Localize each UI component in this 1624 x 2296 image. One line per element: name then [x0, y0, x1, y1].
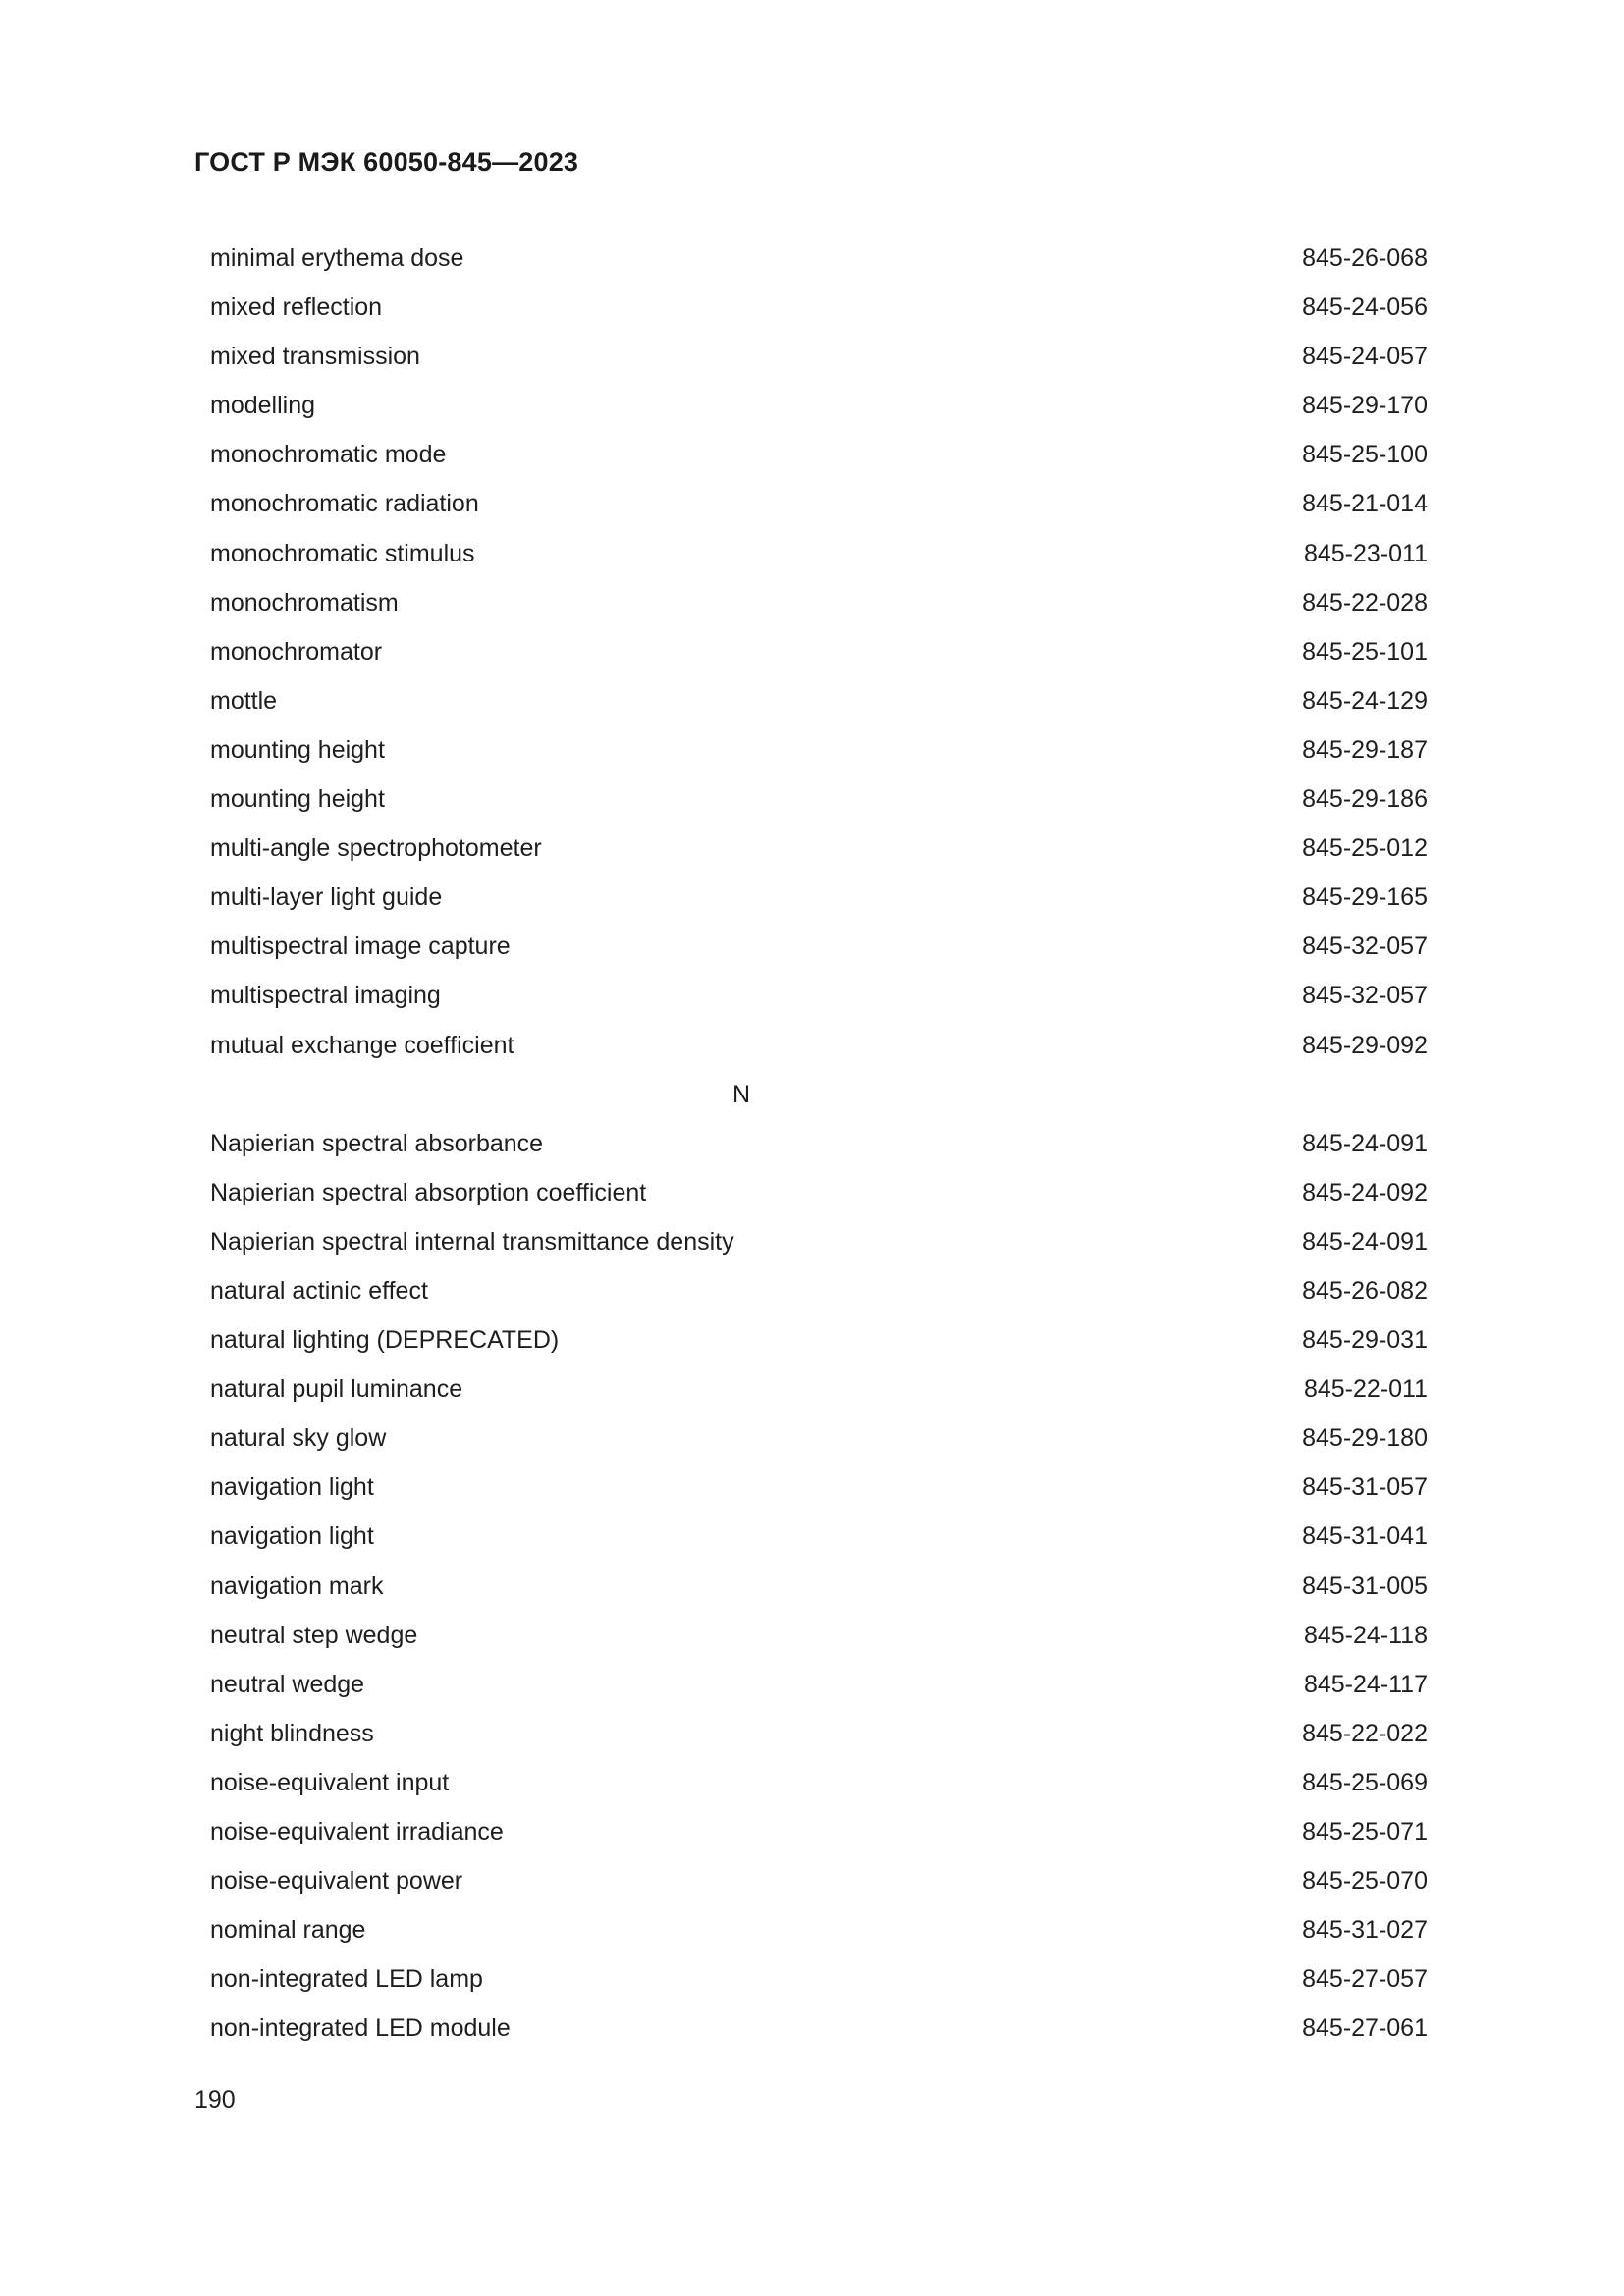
entry-code: 845-32-057 — [1302, 982, 1428, 1010]
entry-term: navigation mark — [210, 1572, 384, 1600]
index-entry — [210, 873, 1428, 922]
entry-term: nominal range — [210, 1916, 366, 1945]
entry-code: 845-29-170 — [1302, 392, 1428, 420]
entry-code: 845-24-118 — [1303, 1621, 1428, 1649]
index-entry — [210, 234, 1428, 283]
index-entry — [210, 1758, 1428, 1807]
entry-term: Napierian spectral internal transmittance density — [210, 1227, 734, 1255]
entry-term: natural pupil luminance — [210, 1375, 463, 1404]
entry-code: 845-29-186 — [1302, 785, 1428, 814]
letter-heading-label: N — [732, 1080, 751, 1108]
entry-term: modelling — [210, 392, 316, 420]
entry-code: 845-22-022 — [1302, 1719, 1428, 1747]
entry-term: multispectral image capture — [210, 933, 511, 961]
index-entry — [210, 283, 1428, 332]
entry-term: multi-layer light guide — [210, 883, 443, 912]
entry-term: mounting height — [210, 735, 385, 764]
letter-heading-n — [210, 1070, 1428, 1119]
index-entry — [210, 725, 1428, 774]
index-entry — [210, 1954, 1428, 2003]
entry-term: mottle — [210, 686, 278, 715]
index-entry — [210, 1463, 1428, 1512]
index-entry — [210, 971, 1428, 1020]
entry-code: 845-24-117 — [1303, 1670, 1428, 1698]
entry-term: noise-equivalent irradiance — [210, 1818, 504, 1845]
entry-code: 845-24-092 — [1302, 1178, 1428, 1206]
entry-code: 845-26-082 — [1302, 1276, 1428, 1305]
index-entry — [210, 1611, 1428, 1660]
entry-code: 845-31-057 — [1302, 1473, 1428, 1502]
entry-term: mixed transmission — [210, 343, 420, 371]
index-entry — [210, 774, 1428, 824]
entry-term: monochromatic radiation — [210, 490, 479, 518]
entry-term: mixed reflection — [210, 294, 383, 322]
entry-term: multi-angle spectrophotometer — [210, 834, 542, 863]
index-entry — [210, 1364, 1428, 1414]
entry-code: 845-31-005 — [1302, 1572, 1428, 1600]
index-entry — [210, 381, 1428, 430]
entry-term: monochromatism — [210, 588, 399, 616]
entry-code: 845-27-061 — [1302, 2014, 1428, 2043]
entry-code: 845-24-057 — [1302, 343, 1428, 371]
index-entry — [210, 824, 1428, 873]
entry-term: monochromatic mode — [210, 441, 447, 469]
entry-code: 845-22-011 — [1303, 1375, 1428, 1404]
index-entry — [210, 1807, 1428, 1856]
index-section-m — [210, 234, 1428, 1070]
entry-code: 845-29-180 — [1302, 1424, 1428, 1453]
entry-term: non-integrated LED lamp — [210, 1965, 483, 1994]
entry-code: 845-21-014 — [1302, 490, 1428, 518]
index-entry — [210, 1217, 1428, 1266]
entry-term: Napierian spectral absorption coefficient — [210, 1178, 647, 1206]
index-entry — [210, 578, 1428, 627]
entry-code: 845-25-100 — [1302, 441, 1428, 469]
entry-term: natural actinic effect — [210, 1276, 428, 1305]
index-entry — [210, 430, 1428, 479]
index-entry — [210, 1905, 1428, 1954]
entry-term: neutral wedge — [210, 1670, 365, 1698]
entry-term: neutral step wedge — [210, 1621, 418, 1649]
entry-code: 845-24-091 — [1302, 1129, 1428, 1157]
index-entry — [210, 1021, 1428, 1070]
index-entry — [210, 1414, 1428, 1463]
entry-code: 845-24-129 — [1302, 686, 1428, 715]
entry-term: monochromatic stimulus — [210, 539, 475, 567]
index-entry — [210, 2003, 1428, 2053]
entry-code: 845-25-101 — [1302, 637, 1428, 666]
entry-code: 845-25-012 — [1302, 834, 1428, 863]
entry-term: night blindness — [210, 1719, 374, 1747]
entry-code: 845-22-028 — [1302, 588, 1428, 616]
index-entry — [210, 1315, 1428, 1364]
index-entry — [210, 1168, 1428, 1217]
document-header: ГОСТ Р МЭК 60050-845—2023 — [194, 147, 579, 177]
entry-term: noise-equivalent power — [210, 1867, 463, 1896]
index-entry — [210, 676, 1428, 725]
index-section-n — [210, 1119, 1428, 2054]
entry-term: Napierian spectral absorbance — [210, 1129, 544, 1157]
term-index-list — [210, 234, 1428, 2053]
entry-term: navigation light — [210, 1522, 374, 1551]
entry-code: 845-24-091 — [1302, 1227, 1428, 1255]
entry-term: mounting height — [210, 785, 385, 814]
index-entry — [210, 1709, 1428, 1758]
entry-code: 845-32-057 — [1302, 933, 1428, 961]
entry-term: monochromator — [210, 637, 383, 666]
index-entry — [210, 1562, 1428, 1611]
entry-code: 845-29-092 — [1302, 1031, 1428, 1059]
entry-code: 845-25-071 — [1302, 1818, 1428, 1845]
entry-term: natural lighting (DEPRECATED) — [210, 1326, 560, 1355]
entry-code: 845-29-165 — [1302, 883, 1428, 912]
entry-term: noise-equivalent input — [210, 1768, 450, 1796]
index-entry — [210, 1119, 1428, 1168]
index-entry — [210, 1512, 1428, 1561]
entry-term: non-integrated LED module — [210, 2014, 511, 2043]
entry-code: 845-29-031 — [1302, 1326, 1428, 1355]
index-entry — [210, 1856, 1428, 1905]
index-entry — [210, 1660, 1428, 1709]
entry-code: 845-25-069 — [1302, 1768, 1428, 1796]
index-entry — [210, 627, 1428, 676]
entry-term: minimal erythema dose — [210, 244, 464, 272]
entry-code: 845-23-011 — [1303, 539, 1428, 567]
index-entry — [210, 1266, 1428, 1315]
entry-term: navigation light — [210, 1473, 374, 1502]
entry-code: 845-31-027 — [1302, 1916, 1428, 1945]
entry-code: 845-29-187 — [1302, 735, 1428, 764]
entry-code: 845-27-057 — [1302, 1965, 1428, 1994]
page-number: 190 — [194, 2086, 236, 2113]
index-entry — [210, 529, 1428, 578]
entry-code: 845-31-041 — [1302, 1522, 1428, 1551]
entry-term: natural sky glow — [210, 1424, 387, 1453]
entry-term: mutual exchange coefficient — [210, 1031, 514, 1059]
entry-code: 845-24-056 — [1302, 294, 1428, 322]
index-entry — [210, 332, 1428, 381]
entry-code: 845-26-068 — [1302, 244, 1428, 272]
index-entry — [210, 922, 1428, 971]
entry-code: 845-25-070 — [1302, 1867, 1428, 1896]
index-entry — [210, 479, 1428, 528]
entry-term: multispectral imaging — [210, 982, 441, 1010]
